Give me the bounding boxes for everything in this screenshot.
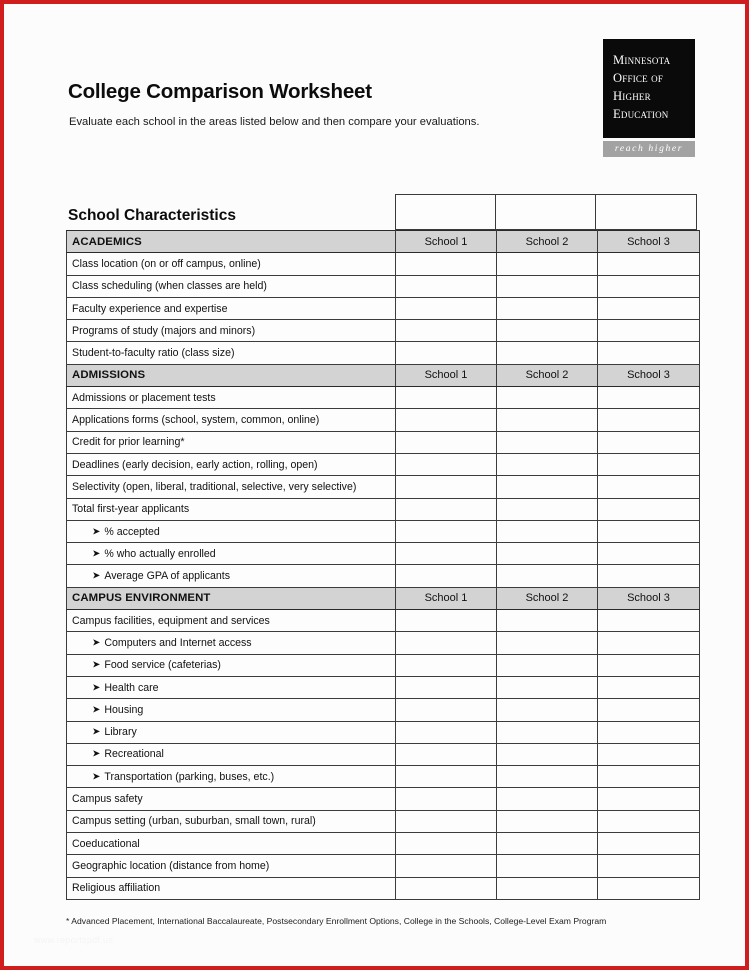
table-row — [67, 409, 700, 431]
table-row — [67, 833, 700, 855]
criterion-label: Total first-year applicants — [72, 503, 190, 516]
table-row — [67, 453, 700, 475]
criterion-label-cell — [67, 275, 396, 297]
table-row — [67, 699, 700, 721]
answer-cell-school-3[interactable] — [598, 409, 700, 431]
answer-cell-school-2[interactable] — [497, 610, 598, 632]
logo-line-3: Higher — [613, 88, 651, 103]
answer-cell-school-2[interactable] — [497, 721, 598, 743]
answer-cell-school-2[interactable] — [497, 297, 598, 319]
table-row — [67, 297, 700, 319]
agency-logo — [603, 39, 695, 157]
answer-cell-school-1[interactable] — [396, 743, 497, 765]
answer-cell-school-3[interactable] — [598, 431, 700, 453]
answer-cell-school-1[interactable] — [396, 275, 497, 297]
table-row — [67, 275, 700, 297]
criterion-label-cell — [67, 297, 396, 319]
criterion-label: Student-to-faculty ratio (class size) — [72, 347, 235, 360]
answer-cell-school-1[interactable] — [396, 342, 497, 364]
arrow-bullet-icon: ➤ — [92, 526, 101, 537]
criterion-label-cell — [67, 320, 396, 342]
answer-cell-school-2[interactable] — [497, 788, 598, 810]
answer-cell-school-3[interactable] — [598, 743, 700, 765]
criterion-label-cell — [67, 788, 396, 810]
criterion-label-cell — [67, 810, 396, 832]
answer-cell-school-2[interactable] — [497, 766, 598, 788]
table-row — [67, 253, 700, 275]
logo-line-2: Office of — [613, 70, 664, 85]
answer-cell-school-1[interactable] — [396, 409, 497, 431]
arrow-bullet-icon: ➤ — [92, 659, 101, 671]
answer-cell-school-3[interactable] — [598, 810, 700, 832]
answer-cell-school-3[interactable] — [598, 610, 700, 632]
answer-cell-school-3[interactable] — [598, 297, 700, 319]
answer-cell-school-1[interactable] — [396, 297, 497, 319]
answer-cell-school-2[interactable] — [497, 676, 598, 698]
criterion-label: Class location (on or off campus, online) — [72, 257, 261, 270]
section-header-row — [67, 587, 700, 609]
table-row — [67, 498, 700, 520]
school-name-boxes — [395, 194, 697, 230]
criterion-label: Health care — [104, 681, 159, 694]
criterion-label: Library — [104, 726, 137, 739]
table-row — [67, 810, 700, 832]
answer-cell-school-1[interactable] — [396, 320, 497, 342]
answer-cell-school-2[interactable] — [497, 275, 598, 297]
criterion-label-cell — [67, 565, 396, 587]
section-header-row — [67, 364, 700, 386]
answer-cell-school-3[interactable] — [598, 632, 700, 654]
table-row — [67, 676, 700, 698]
criterion-label: Selectivity (open, liberal, traditional, selective, very selective) — [72, 480, 357, 493]
criterion-label: Computers and Internet access — [104, 636, 252, 649]
criterion-label: Campus safety — [72, 793, 143, 806]
answer-cell-school-2[interactable] — [497, 543, 598, 565]
criterion-label-cell — [67, 877, 396, 899]
answer-cell-school-1[interactable] — [396, 833, 497, 855]
answer-cell-school-1[interactable] — [396, 476, 497, 498]
answer-cell-school-3[interactable] — [598, 654, 700, 676]
answer-cell-school-2[interactable] — [497, 476, 598, 498]
arrow-bullet-icon: ➤ — [92, 704, 101, 716]
sub-criterion — [72, 748, 164, 760]
watermark: www.reportspdf.us — [34, 935, 114, 945]
section-name: ADMISSIONS — [67, 364, 396, 386]
answer-cell-school-1[interactable] — [396, 721, 497, 743]
table-row — [67, 387, 700, 409]
logo-tagline: reach higher — [603, 141, 695, 157]
table-row — [67, 610, 700, 632]
answer-cell-school-1[interactable] — [396, 877, 497, 899]
answer-cell-school-3[interactable] — [598, 565, 700, 587]
answer-cell-school-3[interactable] — [598, 520, 700, 542]
arrow-bullet-icon: ➤ — [92, 637, 101, 649]
criterion-label-cell — [67, 453, 396, 475]
answer-cell-school-3[interactable] — [598, 543, 700, 565]
answer-cell-school-2[interactable] — [497, 453, 598, 475]
answer-cell-school-3[interactable] — [598, 275, 700, 297]
school-name-box-2[interactable] — [495, 194, 595, 230]
column-header-school-2: School 2 — [497, 364, 598, 386]
arrow-bullet-icon: ➤ — [92, 726, 101, 738]
answer-cell-school-1[interactable] — [396, 699, 497, 721]
answer-cell-school-1[interactable] — [396, 387, 497, 409]
answer-cell-school-2[interactable] — [497, 431, 598, 453]
table-row — [67, 855, 700, 877]
criterion-label: % accepted — [104, 525, 160, 538]
logo-box — [603, 39, 695, 138]
answer-cell-school-2[interactable] — [497, 387, 598, 409]
criterion-label-cell — [67, 431, 396, 453]
answer-cell-school-3[interactable] — [598, 877, 700, 899]
answer-cell-school-3[interactable] — [598, 676, 700, 698]
answer-cell-school-2[interactable] — [497, 320, 598, 342]
criterion-label-cell — [67, 766, 396, 788]
column-header-school-3: School 3 — [598, 364, 700, 386]
column-header-school-2: School 2 — [497, 587, 598, 609]
criterion-label: Faculty experience and expertise — [72, 302, 228, 315]
answer-cell-school-2[interactable] — [497, 498, 598, 520]
criterion-label-cell — [67, 409, 396, 431]
criterion-label-cell — [67, 543, 396, 565]
section-name: ACADEMICS — [67, 231, 396, 253]
answer-cell-school-3[interactable] — [598, 699, 700, 721]
sub-criterion — [72, 526, 160, 538]
section-header-row — [67, 231, 700, 253]
answer-cell-school-3[interactable] — [598, 855, 700, 877]
answer-cell-school-3[interactable] — [598, 342, 700, 364]
table-row — [67, 431, 700, 453]
table-row — [67, 342, 700, 364]
table-row — [67, 543, 700, 565]
page-title: College Comparison Worksheet — [68, 80, 372, 103]
answer-cell-school-2[interactable] — [497, 409, 598, 431]
column-header-school-3: School 3 — [598, 231, 700, 253]
column-header-school-1: School 1 — [396, 231, 497, 253]
answer-cell-school-2[interactable] — [497, 520, 598, 542]
arrow-bullet-icon: ➤ — [92, 771, 101, 783]
answer-cell-school-2[interactable] — [497, 654, 598, 676]
arrow-bullet-icon: ➤ — [92, 548, 101, 560]
answer-cell-school-1[interactable] — [396, 543, 497, 565]
logo-line-1: Minnesota — [613, 53, 671, 67]
answer-cell-school-2[interactable] — [497, 342, 598, 364]
criterion-label-cell — [67, 721, 396, 743]
table-row — [67, 743, 700, 765]
answer-cell-school-1[interactable] — [396, 520, 497, 542]
criterion-label-cell — [67, 833, 396, 855]
criterion-label: Applications forms (school, system, common, online) — [72, 414, 320, 427]
table-row — [67, 654, 700, 676]
answer-cell-school-2[interactable] — [497, 855, 598, 877]
criterion-label-cell — [67, 855, 396, 877]
criterion-label: Recreational — [104, 748, 164, 761]
comparison-table — [66, 230, 700, 900]
sub-criterion — [72, 771, 274, 783]
criterion-label: Programs of study (majors and minors) — [72, 324, 256, 337]
sub-criterion — [72, 570, 230, 582]
school-name-box-3[interactable] — [595, 194, 697, 230]
criterion-label: Geographic location (distance from home) — [72, 859, 270, 872]
criterion-label: Campus setting (urban, suburban, small town, rural) — [72, 815, 316, 828]
criterion-label: Housing — [104, 703, 144, 716]
criterion-label-cell — [67, 610, 396, 632]
answer-cell-school-2[interactable] — [497, 632, 598, 654]
criterion-label-cell — [67, 632, 396, 654]
sub-criterion — [72, 548, 216, 560]
answer-cell-school-3[interactable] — [598, 320, 700, 342]
table-row — [67, 476, 700, 498]
answer-cell-school-1[interactable] — [396, 632, 497, 654]
criterion-label: Transportation (parking, buses, etc.) — [104, 770, 275, 783]
section-heading: School Characteristics — [68, 207, 236, 224]
criterion-label: % who actually enrolled — [104, 547, 216, 560]
criterion-label: Class scheduling (when classes are held) — [72, 280, 267, 293]
criterion-label-cell — [67, 476, 396, 498]
criterion-label: Deadlines (early decision, early action, rolling, open) — [72, 458, 318, 471]
arrow-bullet-icon: ➤ — [92, 570, 101, 582]
answer-cell-school-1[interactable] — [396, 788, 497, 810]
answer-cell-school-1[interactable] — [396, 610, 497, 632]
section-name: CAMPUS ENVIRONMENT — [67, 587, 396, 609]
criterion-label-cell — [67, 743, 396, 765]
answer-cell-school-1[interactable] — [396, 498, 497, 520]
arrow-bullet-icon: ➤ — [92, 682, 101, 694]
answer-cell-school-2[interactable] — [497, 565, 598, 587]
arrow-bullet-icon: ➤ — [92, 748, 101, 760]
answer-cell-school-2[interactable] — [497, 253, 598, 275]
answer-cell-school-2[interactable] — [497, 699, 598, 721]
answer-cell-school-1[interactable] — [396, 431, 497, 453]
sub-criterion — [72, 682, 159, 694]
criterion-label: Coeducational — [72, 837, 140, 850]
criterion-label: Campus facilities, equipment and services — [72, 614, 270, 627]
sub-criterion — [72, 704, 143, 716]
criterion-label-cell — [67, 654, 396, 676]
page-subtitle: Evaluate each school in the areas listed below and then compare your evaluations. — [69, 116, 480, 128]
school-name-box-1[interactable] — [395, 194, 495, 230]
answer-cell-school-3[interactable] — [598, 453, 700, 475]
criterion-label-cell — [67, 387, 396, 409]
answer-cell-school-2[interactable] — [497, 833, 598, 855]
answer-cell-school-3[interactable] — [598, 788, 700, 810]
column-header-school-1: School 1 — [396, 364, 497, 386]
criterion-label-cell — [67, 520, 396, 542]
column-header-school-2: School 2 — [497, 231, 598, 253]
answer-cell-school-1[interactable] — [396, 453, 497, 475]
criterion-label: Religious affiliation — [72, 882, 161, 895]
footnote: * Advanced Placement, International Baccalaureate, Postsecondary Enrollment Options, College in the Schools, College-Level Exam Program — [66, 916, 607, 926]
answer-cell-school-1[interactable] — [396, 654, 497, 676]
answer-cell-school-3[interactable] — [598, 833, 700, 855]
answer-cell-school-2[interactable] — [497, 877, 598, 899]
answer-cell-school-1[interactable] — [396, 676, 497, 698]
sub-criterion — [72, 726, 137, 738]
criterion-label-cell — [67, 676, 396, 698]
answer-cell-school-3[interactable] — [598, 498, 700, 520]
document-header — [4, 4, 745, 182]
table-row — [67, 632, 700, 654]
table-row — [67, 565, 700, 587]
table-row — [67, 877, 700, 899]
criterion-label: Admissions or placement tests — [72, 391, 216, 404]
criterion-label: Average GPA of applicants — [104, 570, 231, 583]
answer-cell-school-1[interactable] — [396, 766, 497, 788]
table-row — [67, 721, 700, 743]
answer-cell-school-2[interactable] — [497, 743, 598, 765]
criterion-label: Food service (cafeterias) — [104, 659, 221, 672]
answer-cell-school-1[interactable] — [396, 253, 497, 275]
column-header-school-3: School 3 — [598, 587, 700, 609]
criterion-label-cell — [67, 498, 396, 520]
sub-criterion — [72, 659, 221, 671]
answer-cell-school-2[interactable] — [497, 810, 598, 832]
table-row — [67, 788, 700, 810]
sub-criterion — [72, 637, 252, 649]
answer-cell-school-1[interactable] — [396, 855, 497, 877]
answer-cell-school-1[interactable] — [396, 565, 497, 587]
criterion-label-cell — [67, 699, 396, 721]
table-row — [67, 320, 700, 342]
answer-cell-school-3[interactable] — [598, 387, 700, 409]
column-header-school-1: School 1 — [396, 587, 497, 609]
answer-cell-school-3[interactable] — [598, 766, 700, 788]
answer-cell-school-3[interactable] — [598, 253, 700, 275]
table-row — [67, 520, 700, 542]
answer-cell-school-1[interactable] — [396, 810, 497, 832]
table-row — [67, 766, 700, 788]
criterion-label: Credit for prior learning* — [72, 436, 185, 449]
logo-line-4: Education — [613, 106, 669, 121]
criterion-label-cell — [67, 342, 396, 364]
answer-cell-school-3[interactable] — [598, 476, 700, 498]
answer-cell-school-3[interactable] — [598, 721, 700, 743]
criterion-label-cell — [67, 253, 396, 275]
